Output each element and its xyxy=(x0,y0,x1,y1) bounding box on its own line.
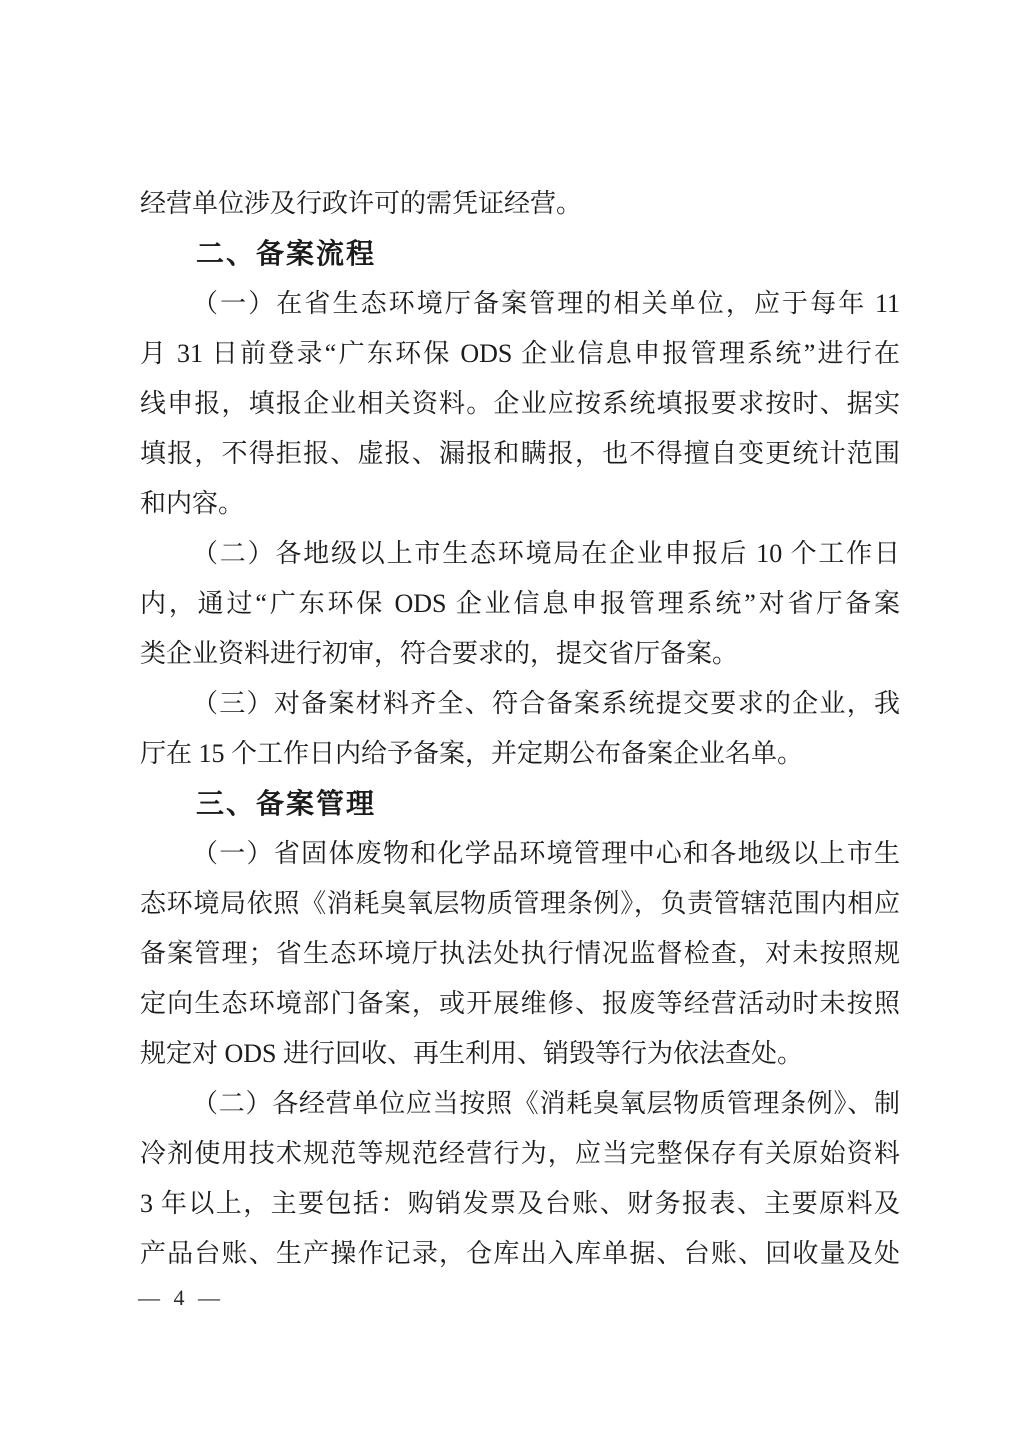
text-line: 和内容。 xyxy=(140,489,245,518)
document-body xyxy=(140,179,900,1279)
text-line: 定向生态环境部门备案，或开展维修、报废等经营活动时未按照 xyxy=(140,989,900,1018)
text-line: 月 31 日前登录“广东环保 ODS 企业信息申报管理系统”进行在 xyxy=(140,339,900,368)
text-line: 产品台账、生产操作记录，仓库出入库单据、台账、回收量及处 xyxy=(140,1239,900,1268)
text-line: 内，通过“广东环保 ODS 企业信息申报管理系统”对省厅备案 xyxy=(140,589,900,618)
text-line: （一）在省生态环境厅备案管理的相关单位，应于每年 11 xyxy=(192,289,900,318)
text-line: 线申报，填报企业相关资料。企业应按系统填报要求按时、据实 xyxy=(140,389,900,418)
text-line: 类企业资料进行初审，符合要求的，提交省厅备案。 xyxy=(140,639,739,668)
section-heading: 二、备案流程 xyxy=(196,238,377,269)
text-line: 厅在 15 个工作日内给予备案，并定期公布备案企业名单。 xyxy=(140,739,804,768)
text-line: 冷剂使用技术规范等规范经营行为，应当完整保存有关原始资料 xyxy=(140,1139,900,1168)
text-line: （一）省固体废物和化学品环境管理中心和各地级以上市生 xyxy=(192,839,900,868)
text-line: （二）各经营单位应当按照《消耗臭氧层物质管理条例》、制 xyxy=(192,1089,900,1118)
text-line: 备案管理；省生态环境厅执法处执行情况监督检查，对未按照规 xyxy=(140,939,900,968)
text-line: 经营单位涉及行政许可的需凭证经营。 xyxy=(140,189,583,218)
text-line: 规定对 ODS 进行回收、再生利用、销毁等行为依法查处。 xyxy=(140,1039,804,1068)
text-line: （二）各地级以上市生态环境局在企业申报后 10 个工作日 xyxy=(192,539,900,568)
section-heading: 三、备案管理 xyxy=(196,788,377,819)
text-line: 态环境局依照《消耗臭氧层物质管理条例》，负责管辖范围内相应 xyxy=(140,889,900,918)
text-line: 填报，不得拒报、虚报、漏报和瞒报，也不得擅自变更统计范围 xyxy=(140,439,900,468)
text-line: 3 年以上，主要包括：购销发票及台账、财务报表、主要原料及 xyxy=(140,1189,900,1218)
text-line: （三）对备案材料齐全、符合备案系统提交要求的企业，我 xyxy=(192,689,900,718)
page-number: — 4 — xyxy=(138,1285,224,1310)
